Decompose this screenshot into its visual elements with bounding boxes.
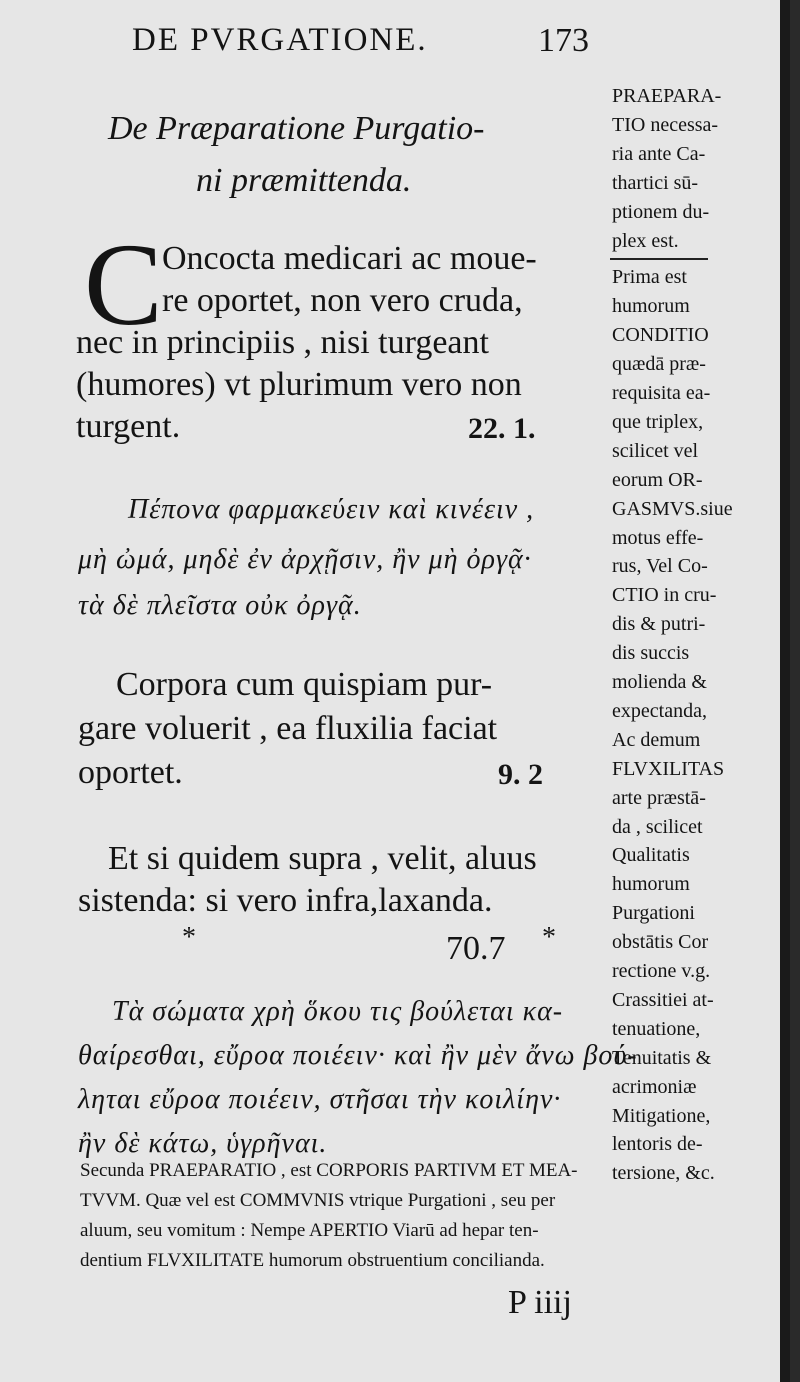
margin-note-line: requisita ea- bbox=[612, 382, 711, 404]
margin-note-line: molienda & bbox=[612, 671, 707, 693]
greek2-line-3: ληται εὔροα ποιέειν, στῆσαι τὴν κοιλίην· bbox=[78, 1084, 562, 1115]
margin-note-line: humorum bbox=[612, 873, 690, 895]
aphorism3-star-right: * bbox=[542, 922, 556, 953]
margin-note-line: rectione v.g. bbox=[612, 960, 711, 982]
margin-note-line: CTIO in cru- bbox=[612, 584, 717, 606]
margin-note-line: arte præstā- bbox=[612, 787, 706, 809]
margin-note-line: FLVXILITAS bbox=[612, 758, 725, 780]
aphorism2-line-3: oportet. bbox=[78, 754, 183, 791]
greek1-line-1: Πέπονα φαρμακεύειν καὶ κινέειν , bbox=[128, 494, 535, 525]
margin-note-line: ptionem du- bbox=[612, 201, 710, 223]
margin-note-line: lentoris de- bbox=[612, 1133, 703, 1155]
aphorism1-line-5: turgent. bbox=[76, 408, 181, 445]
margin-note-line: Purgationi bbox=[612, 902, 695, 924]
aphorism3-line-1: Et si quidem supra , velit, aluus bbox=[108, 840, 537, 877]
signature-mark: P iiij bbox=[508, 1284, 572, 1321]
margin-note-line: Crassitiei at- bbox=[612, 989, 714, 1011]
footer-line-1: Secunda PRAEPARATIO , est CORPORIS PARTIVM ET MEA- bbox=[80, 1160, 578, 1181]
margin-note-line: Ac demum bbox=[612, 729, 701, 751]
margin-note-line: Qualitatis bbox=[612, 844, 690, 866]
margin-note-line: que triplex, bbox=[612, 411, 704, 433]
margin-note-line: tersione, &c. bbox=[612, 1162, 715, 1184]
margin-note-line: eorum OR- bbox=[612, 469, 703, 491]
aphorism2-line-1: Corpora cum quispiam pur- bbox=[116, 666, 493, 703]
aphorism1-line-1: Oncocta medicari ac moue- bbox=[162, 240, 537, 277]
margin-note-line: Tenuitatis & bbox=[612, 1047, 712, 1069]
footer-line-4: dentium FLVXILITATE humorum obstruentium concilianda. bbox=[80, 1250, 545, 1271]
margin-note-line: dis succis bbox=[612, 642, 690, 664]
margin-note-line: GASMVS.siue bbox=[612, 498, 733, 520]
aphorism3-reference: 70.7 bbox=[446, 930, 506, 967]
aphorism1-line-3: nec in principiis , nisi turgeant bbox=[76, 324, 489, 361]
margin-note-line: thartici sū- bbox=[612, 172, 699, 194]
chapter-title-line-2: ni præmittenda. bbox=[196, 162, 412, 199]
running-title: DE PVRGATIONE. bbox=[132, 22, 428, 58]
margin-note-line: dis & putri- bbox=[612, 613, 706, 635]
margin-note-line: obstātis Cor bbox=[612, 931, 709, 953]
chapter-title-line-1: De Præparatione Purgatio- bbox=[108, 110, 485, 147]
margin-note-line: da , scilicet bbox=[612, 816, 703, 838]
aphorism3-star-left: * bbox=[182, 922, 196, 953]
drop-cap: C bbox=[84, 219, 163, 350]
aphorism1-line-4: (humores) vt plurimum vero non bbox=[76, 366, 522, 403]
margin-note-line: motus effe- bbox=[612, 527, 704, 549]
margin-note-line: PRAEPARA- bbox=[612, 85, 722, 107]
margin-note-line: rus, Vel Co- bbox=[612, 555, 708, 577]
margin-note-line: TIO necessa- bbox=[612, 114, 719, 136]
aphorism3-line-2: sistenda: si vero infra,laxanda. bbox=[78, 882, 493, 919]
page-edge bbox=[780, 0, 790, 1382]
greek2-line-1: Τὰ σώματα χρὴ ὅκου τις βούλεται κα- bbox=[112, 996, 564, 1027]
margin-note-line: tenuatione, bbox=[612, 1018, 701, 1040]
footer-line-2: TVVM. Quæ vel est COMMVNIS vtrique Purgationi , seu per bbox=[80, 1190, 556, 1211]
greek2-line-4: ἢν δὲ κάτω, ὑγρῆναι. bbox=[78, 1128, 328, 1159]
aphorism2-line-2: gare voluerit , ea fluxilia faciat bbox=[78, 710, 498, 747]
margin-note-line: expectanda, bbox=[612, 700, 707, 722]
footer-line-3: aluum, seu vomitum : Nempe APERTIO Viarū ad hepar ten- bbox=[80, 1220, 539, 1241]
margin-note-line: Prima est bbox=[612, 266, 687, 288]
margin-note-line: plex est. bbox=[612, 230, 679, 252]
margin-rule bbox=[610, 258, 708, 260]
aphorism1-reference: 22. 1. bbox=[468, 412, 536, 445]
margin-note-line: Mitigatione, bbox=[612, 1105, 711, 1127]
greek2-line-2: θαίρεσθαι, εὔροα ποιέειν· καὶ ἢν μὲν ἄνω βού- bbox=[78, 1040, 638, 1071]
margin-note-line: humorum bbox=[612, 295, 690, 317]
greek1-line-3: τὰ δὲ πλεῖστα οὐκ ὀργᾷ. bbox=[78, 590, 362, 621]
page-number: 173 bbox=[538, 22, 589, 59]
greek1-line-2: μὴ ὠμά, μηδὲ ἐν ἀρχῇσιν, ἢν μὴ ὀργᾷ· bbox=[78, 544, 532, 575]
margin-note-line: CONDITIO bbox=[612, 324, 709, 346]
margin-note-line: quædā præ- bbox=[612, 353, 706, 375]
margin-note-line: acrimoniæ bbox=[612, 1076, 697, 1098]
aphorism1-line-2: re oportet, non vero cruda, bbox=[162, 282, 523, 319]
aphorism2-reference: 9. 2 bbox=[498, 758, 543, 791]
margin-note-line: scilicet vel bbox=[612, 440, 699, 462]
margin-note-line: ria ante Ca- bbox=[612, 143, 706, 165]
